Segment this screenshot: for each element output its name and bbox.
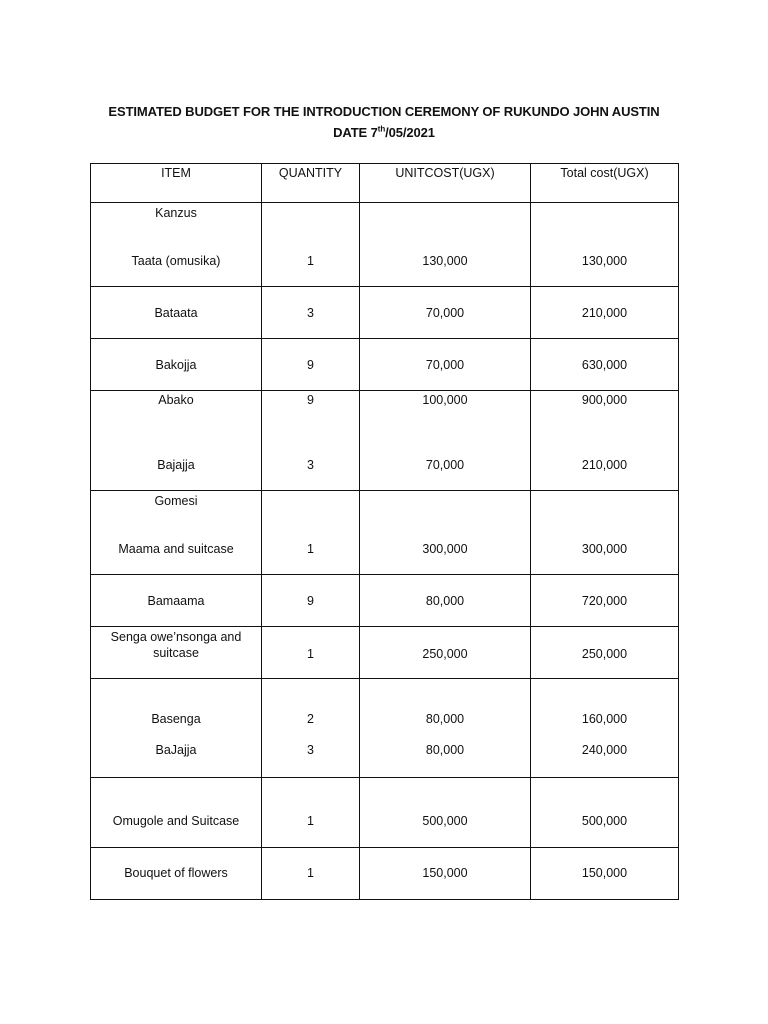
table-row	[91, 575, 679, 627]
quantity-value: 1	[307, 647, 314, 661]
item-label: Bajajja	[157, 458, 195, 472]
quantity-cell	[262, 679, 360, 778]
total-value: 210,000	[581, 458, 628, 472]
date-prefix: DATE 7	[333, 125, 378, 140]
quantity-value: 1	[307, 866, 314, 880]
total-cell	[531, 848, 679, 900]
total-cell	[531, 287, 679, 339]
table-row	[91, 627, 679, 679]
table-row	[91, 778, 679, 848]
total-value: 300,000	[581, 542, 628, 556]
item-cell	[91, 679, 262, 778]
total-value: 130,000	[581, 254, 628, 268]
total-cell	[531, 778, 679, 848]
total-value: 150,000	[581, 866, 628, 880]
quantity-value: 9	[307, 358, 314, 372]
table-row	[91, 491, 679, 575]
unitcost-value: 300,000	[422, 542, 468, 556]
unitcost-value: 80,000	[425, 743, 465, 757]
item-label: Omugole and Suitcase	[112, 814, 240, 828]
total-value: 720,000	[581, 594, 628, 608]
unitcost-value: 500,000	[422, 814, 468, 828]
item-label: Taata (omusika)	[131, 254, 221, 268]
header-quantity	[262, 164, 360, 203]
total-value: 500,000	[581, 814, 628, 828]
total-value: 240,000	[581, 743, 628, 757]
unitcost-value: 70,000	[425, 306, 465, 320]
item-cell	[91, 848, 262, 900]
table-row	[91, 287, 679, 339]
item-label: Bataata	[154, 306, 198, 320]
item-label: Bamaama	[147, 594, 205, 608]
item-cell	[91, 339, 262, 391]
item-cell	[91, 627, 262, 679]
item-cell	[91, 287, 262, 339]
quantity-value: 9	[307, 594, 314, 608]
quantity-value: 1	[307, 814, 314, 828]
item-label: Abako	[158, 393, 194, 407]
document-date	[0, 125, 768, 140]
item-label: Maama and suitcase	[118, 542, 234, 556]
unitcost-cell	[360, 575, 531, 627]
quantity-value: 1	[307, 542, 314, 556]
unitcost-cell	[360, 203, 531, 287]
quantity-cell	[262, 203, 360, 287]
quantity-cell	[262, 848, 360, 900]
quantity-cell	[262, 391, 360, 491]
total-cell	[531, 575, 679, 627]
total-cell	[531, 627, 679, 679]
unitcost-value: 70,000	[425, 358, 465, 372]
unitcost-cell	[360, 778, 531, 848]
unitcost-value: 130,000	[422, 254, 468, 268]
unitcost-cell	[360, 679, 531, 778]
total-cell	[531, 491, 679, 575]
header-item	[91, 164, 262, 203]
item-cell	[91, 391, 262, 491]
group-label-gomesi: Gomesi	[154, 494, 198, 508]
header-unitcost-label: UNITCOST(UGX)	[395, 166, 495, 180]
header-unitcost	[360, 164, 531, 203]
unitcost-value: 80,000	[425, 712, 465, 726]
item-cell	[91, 203, 262, 287]
total-value: 900,000	[581, 393, 628, 407]
quantity-value: 1	[307, 254, 314, 268]
unitcost-value: 250,000	[422, 647, 468, 661]
total-value: 250,000	[581, 647, 628, 661]
item-label: BaJajja	[155, 743, 197, 757]
total-value: 160,000	[581, 712, 628, 726]
item-label: Bakojja	[155, 358, 197, 372]
header-item-label: ITEM	[161, 166, 191, 180]
unitcost-cell	[360, 287, 531, 339]
header-quantity-label: QUANTITY	[278, 166, 343, 180]
table-row	[91, 391, 679, 491]
table-row	[91, 679, 679, 778]
quantity-value: 3	[307, 306, 314, 320]
quantity-cell	[262, 627, 360, 679]
unitcost-cell	[360, 391, 531, 491]
date-suffix: /05/2021	[385, 125, 435, 140]
item-label: Basenga	[151, 712, 201, 726]
item-cell	[91, 778, 262, 848]
quantity-cell	[262, 339, 360, 391]
unitcost-value: 80,000	[425, 594, 465, 608]
total-value: 630,000	[581, 358, 628, 372]
total-cell	[531, 203, 679, 287]
unitcost-cell	[360, 339, 531, 391]
quantity-value: 2	[307, 712, 314, 726]
total-cell	[531, 339, 679, 391]
unitcost-cell	[360, 491, 531, 575]
table-row	[91, 339, 679, 391]
group-label-kanzus: Kanzus	[155, 206, 197, 220]
date-superscript: th	[377, 124, 386, 134]
item-label: Senga owe’nsonga and suitcase	[110, 630, 242, 660]
unitcost-cell	[360, 627, 531, 679]
item-cell	[91, 575, 262, 627]
quantity-cell	[262, 575, 360, 627]
table-header-row	[91, 164, 679, 203]
document-title: ESTIMATED BUDGET FOR THE INTRODUCTION CEREMONY OF RUKUNDO JOHN AUSTIN	[108, 104, 660, 119]
quantity-cell	[262, 778, 360, 848]
item-cell	[91, 491, 262, 575]
quantity-cell	[262, 287, 360, 339]
header-total	[531, 164, 679, 203]
quantity-value: 3	[307, 458, 314, 472]
quantity-value: 3	[307, 743, 314, 757]
total-cell	[531, 679, 679, 778]
table-row	[91, 848, 679, 900]
total-value: 210,000	[581, 306, 628, 320]
unitcost-value: 150,000	[422, 866, 468, 880]
quantity-cell	[262, 491, 360, 575]
header-total-label: Total cost(UGX)	[560, 166, 649, 180]
unitcost-value: 100,000	[422, 393, 468, 407]
budget-table	[90, 163, 679, 900]
item-label: Bouquet of flowers	[124, 866, 228, 880]
unitcost-value: 70,000	[425, 458, 465, 472]
unitcost-cell	[360, 848, 531, 900]
table-row	[91, 203, 679, 287]
quantity-value: 9	[307, 393, 314, 407]
total-cell	[531, 391, 679, 491]
